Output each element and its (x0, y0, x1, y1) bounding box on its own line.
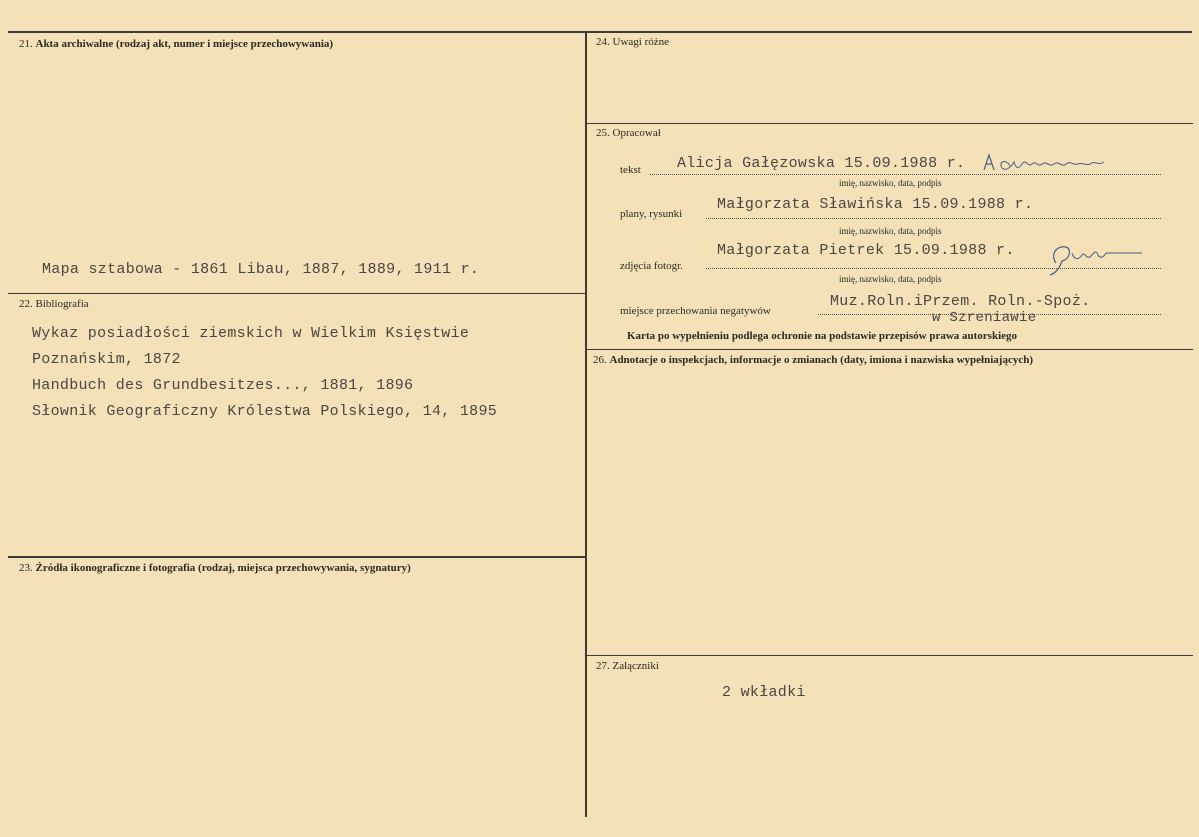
section-24-number: 24. (596, 36, 610, 48)
section-24-title: Uwagi różne (612, 36, 670, 48)
section-21-subtitle: (rodzaj akt, numer i miejsce przechowywania) (115, 38, 334, 50)
section-21-number: 21. (19, 38, 33, 50)
divider-24-25 (587, 123, 1193, 124)
section-23-heading (19, 562, 411, 575)
zdjecia-value: Małgorzata Pietrek 15.09.1988 r. (717, 242, 1015, 259)
bibliography-line: Wykaz posiadłości ziemskich w Wielkim Księstwie (32, 325, 470, 342)
section-27-content: 2 wkładki (722, 684, 806, 701)
section-25-title: Opracował (612, 127, 661, 139)
section-22-heading (19, 298, 89, 311)
section-23-subtitle: (rodzaj, miejsca przechowywania, sygnatury) (198, 562, 411, 574)
section-27-heading (596, 660, 659, 673)
section-27-number: 27. (596, 660, 610, 672)
section-23-title: Źródła ikonograficzne i fotografia (35, 562, 196, 574)
tekst-value: Alicja Gałęzowska 15.09.1988 r. (677, 155, 966, 172)
bibliography-line: Poznańskim, 1872 (32, 351, 181, 368)
zdjecia-label: zdjęcia fotogr. (620, 260, 683, 272)
section-26-title: Adnotacje o inspekcjach, informacje o zmianach (daty, imiona i nazwiska wypełniających) (609, 354, 1033, 366)
vertical-divider (585, 31, 587, 817)
section-23-number: 23. (19, 562, 33, 574)
section-22-title: Bibliografia (35, 298, 89, 310)
section-26-heading (593, 354, 1033, 367)
plany-value: Małgorzata Sławińska 15.09.1988 r. (717, 196, 1034, 213)
tekst-caption: imię, nazwisko, data, podpis (839, 178, 942, 188)
section-21-content: Mapa sztabowa - 1861 Libau, 1887, 1889, 1911 r. (42, 261, 480, 278)
section-25-number: 25. (596, 127, 610, 139)
section-25-heading (596, 127, 661, 140)
bibliography-line: Słownik Geograficzny Królestwa Polskiego, 14, 1895 (32, 403, 498, 420)
section-22-number: 22. (19, 298, 33, 310)
plany-dotted-line (706, 218, 1161, 219)
zdjecia-caption: imię, nazwisko, data, podpis (839, 274, 942, 284)
plany-label: plany, rysunki (620, 208, 683, 220)
divider-22-23 (8, 556, 586, 558)
section-24-heading (596, 36, 669, 49)
divider-25-26 (587, 349, 1193, 350)
signature-pietrek (1042, 241, 1152, 277)
divider-26-27 (587, 655, 1193, 656)
section-27-title: Załączniki (612, 660, 659, 672)
section-21-heading (19, 38, 333, 51)
top-border (8, 31, 1192, 33)
divider-21-22 (8, 293, 586, 294)
negatyw-value-line2: w Szreniawie (932, 310, 1037, 326)
negatyw-value-line1: Muz.Roln.iPrzem. Roln.-Spoż. (830, 293, 1091, 310)
plany-caption: imię, nazwisko, data, podpis (839, 226, 942, 236)
section-26-number: 26. (593, 354, 607, 366)
signature-galezowska (980, 152, 1120, 176)
negatyw-label: miejsce przechowania negatywów (620, 305, 771, 317)
section-21-title: Akta archiwalne (35, 38, 114, 50)
copyright-note: Karta po wypełnieniu podlega ochronie na podstawie przepisów prawa autorskiego (627, 330, 1018, 342)
tekst-label: tekst (620, 164, 641, 176)
bibliography-line: Handbuch des Grundbesitzes..., 1881, 1896 (32, 377, 414, 394)
